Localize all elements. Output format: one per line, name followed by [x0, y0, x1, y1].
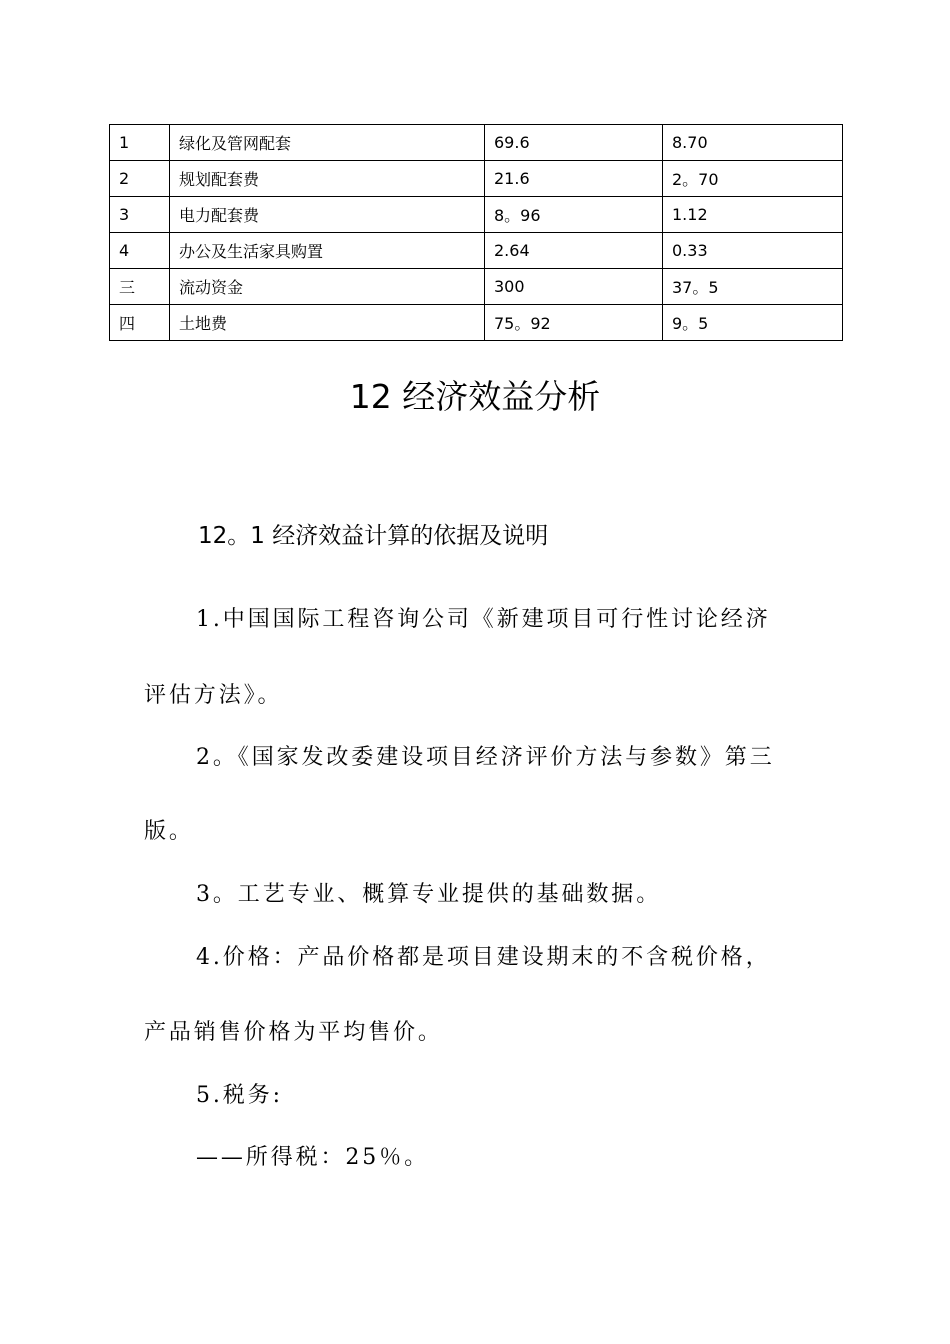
table-cell: 3 — [110, 197, 170, 233]
table-cell: 69.6 — [485, 125, 663, 161]
chapter-title: 12 经济效益分析 — [349, 377, 601, 416]
paragraph-5: 5.税务: — [196, 1083, 283, 1108]
table-cell: 37。5 — [663, 269, 843, 305]
table-cell: 9。5 — [663, 305, 843, 341]
table-cell: 4 — [110, 233, 170, 269]
table-cell: 办公及生活家具购置 — [170, 233, 485, 269]
table-row — [110, 305, 843, 341]
table-cell: 四 — [110, 305, 170, 341]
table-cell: 300 — [485, 269, 663, 305]
table-cell: 三 — [110, 269, 170, 305]
paragraph-3: 3。工艺专业、概算专业提供的基础数据。 — [196, 882, 662, 907]
paragraph-6: ——所得税：25％。 — [196, 1145, 429, 1170]
table-cell: 电力配套费 — [170, 197, 485, 233]
table-cell: 75。92 — [485, 305, 663, 341]
paragraph-2-line-1: 2。《国家发改委建设项目经济评价方法与参数》第三 — [196, 745, 775, 770]
table-row — [110, 197, 843, 233]
table-cell: 2 — [110, 161, 170, 197]
table-cell: 土地费 — [170, 305, 485, 341]
table-cell: 0.33 — [663, 233, 843, 269]
paragraph-1-line-2: 评估方法》。 — [144, 683, 283, 708]
table-row — [110, 269, 843, 305]
table-cell: 绿化及管网配套 — [170, 125, 485, 161]
table-cell: 2.64 — [485, 233, 663, 269]
table-row — [110, 125, 843, 161]
table-cell: 21.6 — [485, 161, 663, 197]
table-cell: 2。70 — [663, 161, 843, 197]
paragraph-4-line-1: 4.价格：产品价格都是项目建设期末的不含税价格， — [196, 945, 771, 970]
table-row — [110, 233, 843, 269]
table-cell: 规划配套费 — [170, 161, 485, 197]
table-cell: 流动资金 — [170, 269, 485, 305]
table-row — [110, 161, 843, 197]
table-cell: 1 — [110, 125, 170, 161]
cost-table — [109, 124, 843, 341]
table-cell: 1.12 — [663, 197, 843, 233]
section-title: 12。1 经济效益计算的依据及说明 — [198, 523, 549, 549]
paragraph-4-line-2: 产品销售价格为平均售价。 — [144, 1020, 443, 1045]
table-cell: 8。96 — [485, 197, 663, 233]
paragraph-1-line-1: 1.中国国际工程咨询公司《新建项目可行性讨论经济 — [196, 607, 771, 632]
table-cell: 8.70 — [663, 125, 843, 161]
paragraph-2-line-2: 版。 — [144, 819, 194, 844]
